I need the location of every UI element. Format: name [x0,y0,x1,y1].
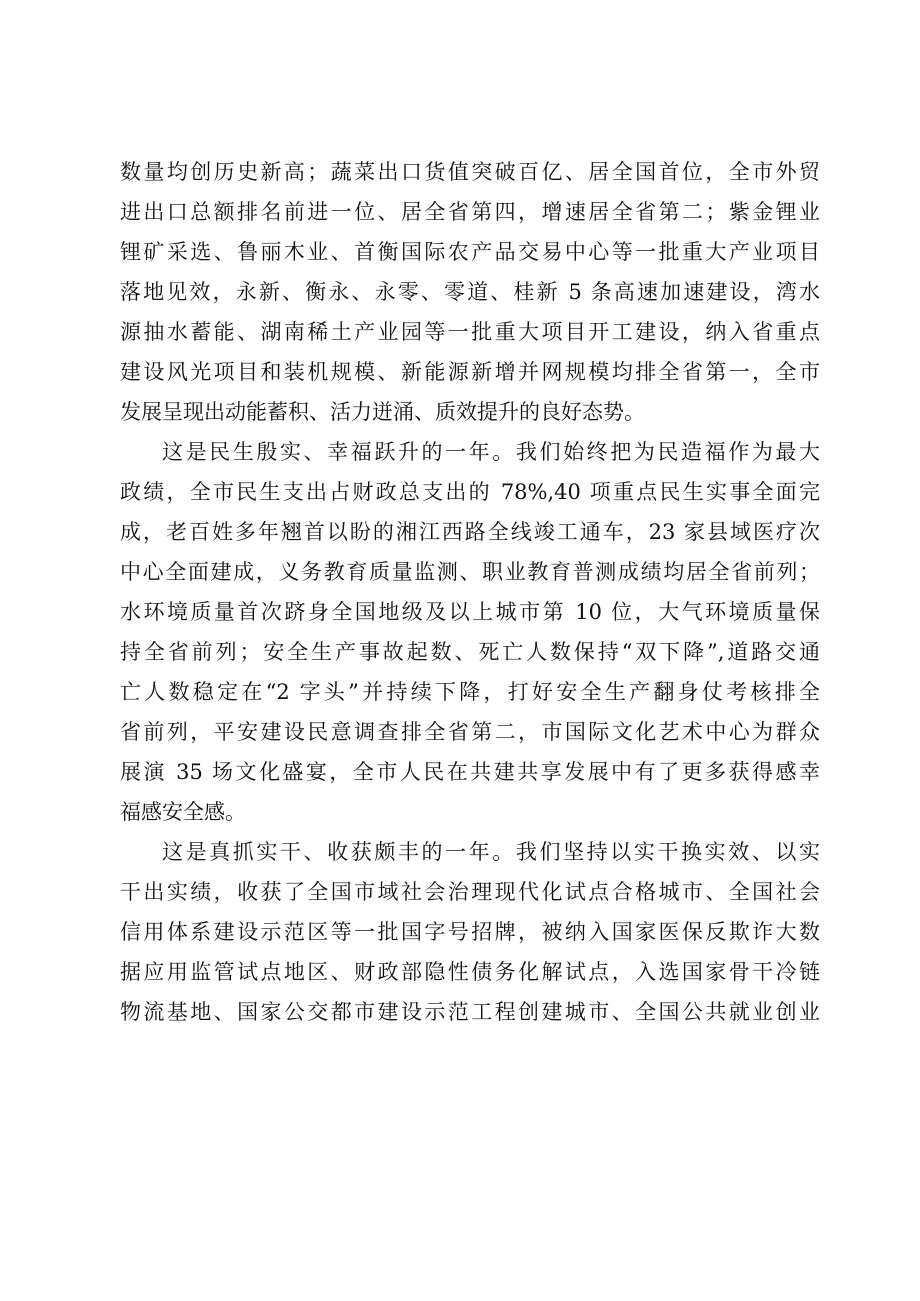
text-line: 政绩，全市民生支出占财政总支出的 78%,40 项重点民生实事全面完 [120,480,820,504]
text-line: 水环境质量首次跻身全国地级及以上城市第 10 位，大气环境质量保 [120,600,820,624]
text-line: 信用体系建设示范区等一批国字号招牌，被纳入国家医保反欺诈大数 [120,920,820,944]
text-line: 亡人数稳定在“2 字头”并持续下降，打好安全生产翻身仗考核排全 [120,680,820,704]
text-line: 展演 35 场文化盛宴，全市人民在共建共享发展中有了更多获得感幸 [120,760,820,784]
text-line: 省前列，平安建设民意调查排全省第二，市国际文化艺术中心为群众 [120,720,820,744]
paragraph [120,832,820,1032]
paragraph [120,432,820,832]
text-line: 落地见效，永新、衡永、永零、零道、桂新 5 条高速加速建设，湾水 [120,280,820,304]
text-line: 建设风光项目和装机规模、新能源新增并网规模均排全省第一，全市 [120,360,820,384]
text-line: 据应用监管试点地区、财政部隐性债务化解试点，入选国家骨干冷链 [120,960,820,984]
text-line: 这是真抓实干、收获颇丰的一年。我们坚持以实干换实效、以实 [162,840,820,864]
text-line: 进出口总额排名前进一位、居全省第四，增速居全省第二；紫金锂业 [120,200,820,224]
text-line: 源抽水蓄能、湖南稀土产业园等一批重大项目开工建设，纳入省重点 [120,320,820,344]
text-line: 成，老百姓多年翘首以盼的湘江西路全线竣工通车，23 家县域医疗次 [120,520,820,544]
text-line: 物流基地、国家公交都市建设示范工程创建城市、全国公共就业创业 [120,1000,820,1024]
document-body [120,152,820,1032]
text-line: 锂矿采选、鲁丽木业、首衡国际农产品交易中心等一批重大产业项目 [120,240,820,264]
text-line: 福感安全感。 [120,800,246,824]
text-line: 数量均创历史新高；蔬菜出口货值突破百亿、居全国首位，全市外贸 [120,160,820,184]
text-line: 发展呈现出动能蓄积、活力迸涌、质效提升的良好态势。 [120,400,645,424]
paragraph [120,152,820,432]
text-line: 干出实绩，收获了全国市域社会治理现代化试点合格城市、全国社会 [120,880,820,904]
text-line: 持全省前列；安全生产事故起数、死亡人数保持“双下降”,道路交通 [120,640,820,664]
text-line: 中心全面建成，义务教育质量监测、职业教育普测成绩均居全省前列； [120,560,820,584]
text-line: 这是民生殷实、幸福跃升的一年。我们始终把为民造福作为最大 [162,440,820,464]
